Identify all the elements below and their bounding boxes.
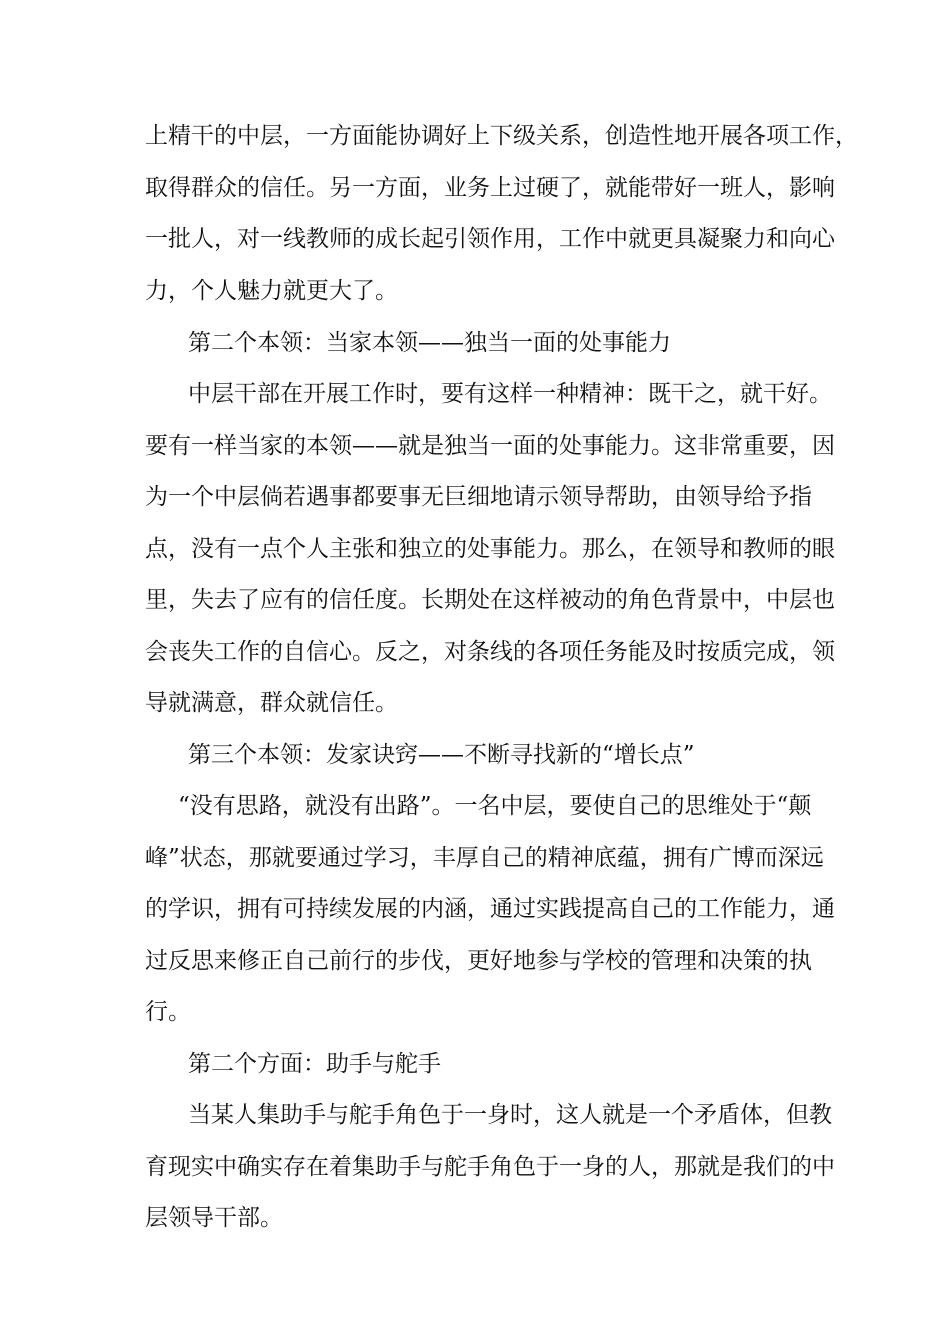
text-line: 的学识，拥有可持续发展的内涵，通过实践提高自己的工作能力，通 xyxy=(145,896,835,922)
section-heading: 第二个方面：助手与舵手 xyxy=(188,1051,441,1077)
text-line: 育现实中确实存在着集助手与舵手角色于一身的人，那就是我们的中 xyxy=(145,1154,835,1180)
section-heading: 第三个本领：发家诀窍——不断寻找新的“增长点” xyxy=(188,742,695,768)
text-line: 会丧失工作的自信心。反之，对条线的各项任务能及时按质完成，领 xyxy=(145,639,835,665)
text-line: 里，失去了应有的信任度。长期处在这样被动的角色背景中，中层也 xyxy=(145,587,835,613)
text-line: 导就满意，群众就信任。 xyxy=(145,690,398,716)
text-line: 中层干部在开展工作时，要有这样一种精神：既干之，就干好。 xyxy=(188,381,832,407)
text-line: 为一个中层倘若遇事都要事无巨细地请示领导帮助，由领导给予指 xyxy=(145,484,812,510)
text-line: 层领导干部。 xyxy=(145,1205,283,1231)
section-heading: 第二个本领：当家本领——独当一面的处事能力 xyxy=(188,330,671,356)
text-line: 要有一样当家的本领——就是独当一面的处事能力。这非常重要，因 xyxy=(145,433,835,459)
text-line: 点，没有一点个人主张和独立的处事能力。那么，在领导和教师的眼 xyxy=(145,536,835,562)
text-line: 一批人，对一线教师的成长起引领作用，工作中就更具凝聚力和向心 xyxy=(145,226,835,252)
text-line: 力，个人魅力就更大了。 xyxy=(145,278,398,304)
text-line: 峰”状态，那就要通过学习，丰厚自己的精神底蕴，拥有广博而深远 xyxy=(145,845,824,871)
text-line: 行。 xyxy=(145,999,191,1025)
text-line: 当某人集助手与舵手角色于一身时，这人就是一个矛盾体，但教 xyxy=(188,1102,832,1128)
text-line: 上精干的中层，一方面能协调好上下级关系，创造性地开展各项工作， xyxy=(145,123,858,149)
text-line: 过反思来修正自己前行的步伐，更好地参与学校的管理和决策的执 xyxy=(145,948,812,974)
text-line: 取得群众的信任。另一方面，业务上过硬了，就能带好一班人，影响 xyxy=(145,175,835,201)
text-line: “没有思路，就没有出路”。一名中层，要使自己的思维处于“颠 xyxy=(178,793,812,819)
